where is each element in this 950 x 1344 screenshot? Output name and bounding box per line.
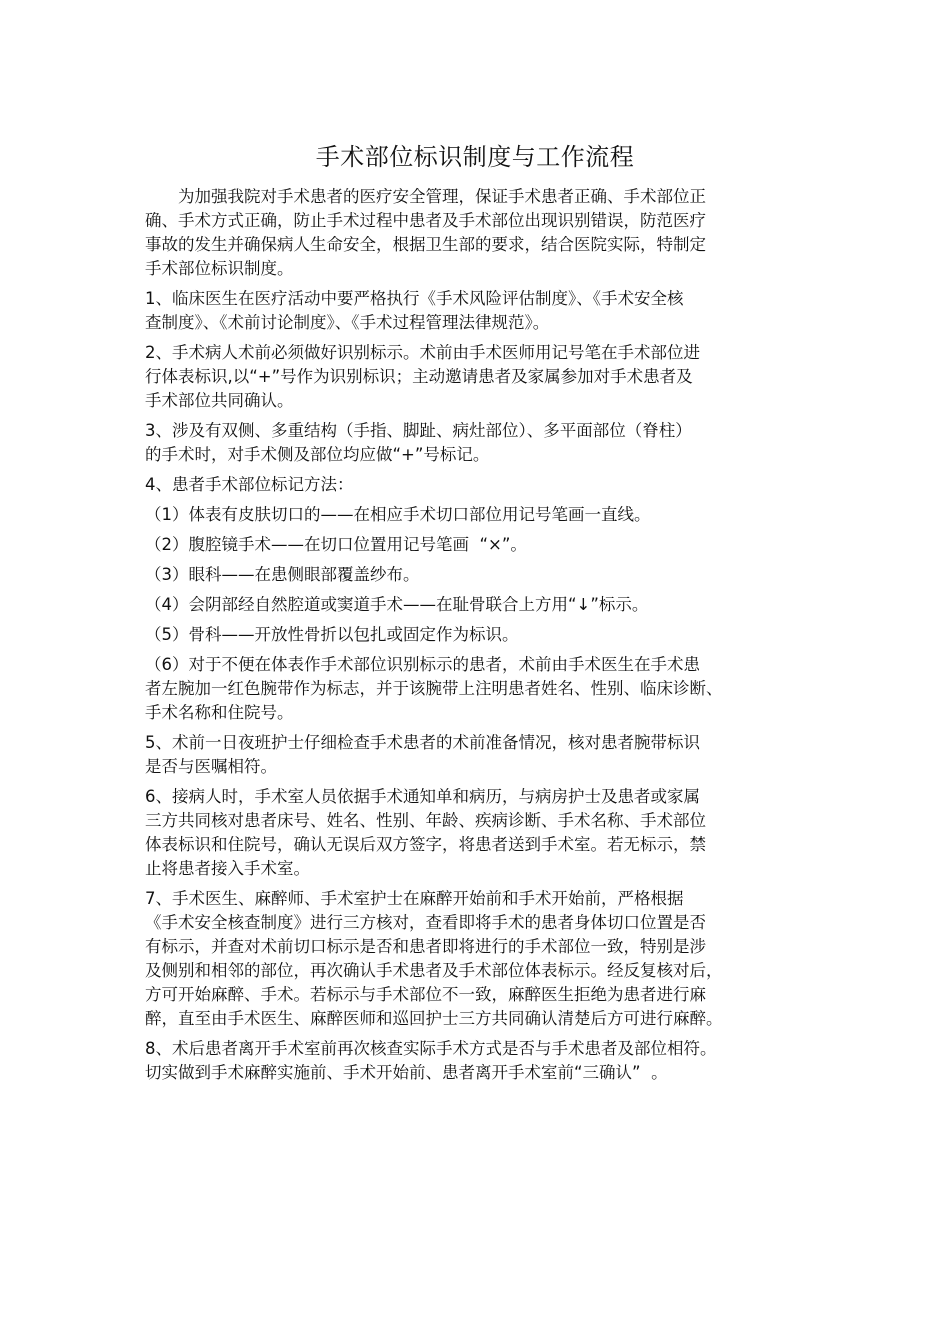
text-line: 的手术时，对手术侧及部位均应做“+”号标记。 bbox=[145, 445, 490, 464]
clause-paragraph bbox=[145, 593, 815, 617]
text-line: 7、手术医生、麻醉师、手术室护士在麻醉开始前和手术开始前，严格根据 bbox=[145, 889, 684, 908]
clause-paragraph bbox=[145, 785, 815, 881]
text-line: 者左腕加一红色腕带作为标志，并于该腕带上注明患者姓名、性别、临床诊断、 bbox=[145, 679, 723, 698]
text-line: 2、手术病人术前必须做好识别标示。术前由手术医师用记号笔在手术部位进 bbox=[145, 343, 700, 362]
text-line: （5）骨科——开放性骨折以包扎或固定作为标识。 bbox=[145, 625, 519, 644]
text-line: 5、术前一日夜班护士仔细检查手术患者的术前准备情况，核对患者腕带标识 bbox=[145, 733, 700, 752]
text-line: 6、接病人时，手术室人员依据手术通知单和病历，与病房护士及患者或家属 bbox=[145, 787, 700, 806]
clause-paragraph bbox=[145, 1037, 815, 1085]
text-line: 查制度》、《术前讨论制度》、《手术过程管理法律规范》。 bbox=[145, 313, 550, 332]
text-line: 事故的发生并确保病人生命安全，根据卫生部的要求，结合医院实际，特制定 bbox=[145, 235, 706, 254]
clause-paragraph bbox=[145, 563, 815, 587]
text-line: 4、患者手术部位标记方法： bbox=[145, 475, 354, 494]
clause-paragraph bbox=[145, 623, 815, 647]
intro-paragraph bbox=[145, 185, 815, 281]
text-line: 止将患者接入手术室。 bbox=[145, 859, 310, 878]
text-line: 及侧别和相邻的部位，再次确认手术患者及手术部位体表标示。经反复核对后， bbox=[145, 961, 723, 980]
text-line: 8、术后患者离开手术室前再次核查实际手术方式是否与手术患者及部位相符。 bbox=[145, 1039, 717, 1058]
document-title: 手术部位标识制度与工作流程 bbox=[315, 143, 635, 171]
clause-paragraph bbox=[145, 419, 815, 467]
text-line: 行体表标识,以“+”号作为识别标识；主动邀请患者及家属参加对手术患者及 bbox=[145, 367, 693, 386]
text-line: （3）眼科——在患侧眼部覆盖纱布。 bbox=[145, 565, 420, 584]
text-line: 为加强我院对手术患者的医疗安全管理，保证手术患者正确、手术部位正 bbox=[178, 187, 706, 206]
text-line: （6）对于不便在体表作手术部位识别标示的患者，术前由手术医生在手术患 bbox=[145, 655, 700, 674]
clause-paragraph bbox=[145, 533, 815, 557]
text-line: 《手术安全核查制度》进行三方核对，查看即将手术的患者身体切口位置是否 bbox=[145, 913, 706, 932]
text-line: 是否与医嘱相符。 bbox=[145, 757, 277, 776]
text-line: 3、涉及有双侧、多重结构（手指、脚趾、病灶部位）、多平面部位（脊柱） bbox=[145, 421, 692, 440]
clause-paragraph bbox=[145, 731, 815, 779]
text-line: 三方共同核对患者床号、姓名、性别、年龄、疾病诊断、手术名称、手术部位 bbox=[145, 811, 706, 830]
clause-paragraph bbox=[145, 473, 815, 497]
text-line: 手术名称和住院号。 bbox=[145, 703, 294, 722]
text-line: 醉，直至由手术医生、麻醉医师和巡回护士三方共同确认清楚后方可进行麻醉。 bbox=[145, 1009, 723, 1028]
text-line: 方可开始麻醉、手术。若标示与手术部位不一致，麻醉医生拒绝为患者进行麻 bbox=[145, 985, 706, 1004]
text-line: （2）腹腔镜手术——在切口位置用记号笔画 “×”。 bbox=[145, 535, 527, 554]
clause-paragraph bbox=[145, 287, 815, 335]
text-line: 手术部位共同确认。 bbox=[145, 391, 294, 410]
text-line: 1、临床医生在医疗活动中要严格执行《手术风险评估制度》、《手术安全核 bbox=[145, 289, 684, 308]
document-body bbox=[145, 185, 815, 1091]
text-line: 有标示，并查对术前切口标示是否和患者即将进行的手术部位一致，特别是涉 bbox=[145, 937, 706, 956]
clause-paragraph bbox=[145, 503, 815, 527]
text-line: （1）体表有皮肤切口的——在相应手术切口部位用记号笔画一直线。 bbox=[145, 505, 651, 524]
text-line: 手术部位标识制度。 bbox=[145, 259, 294, 278]
text-line: 体表标识和住院号，确认无误后双方签字，将患者送到手术室。若无标示，禁 bbox=[145, 835, 706, 854]
text-line: 确、手术方式正确，防止手术过程中患者及手术部位出现识别错误，防范医疗 bbox=[145, 211, 706, 230]
clause-paragraph bbox=[145, 341, 815, 413]
text-line: 切实做到手术麻醉实施前、手术开始前、患者离开手术室前“三确认” 。 bbox=[145, 1063, 668, 1082]
clause-paragraph bbox=[145, 887, 815, 1031]
clause-paragraph bbox=[145, 653, 815, 725]
text-line: （4）会阴部经自然腔道或窦道手术——在耻骨联合上方用“↓”标示。 bbox=[145, 595, 649, 614]
